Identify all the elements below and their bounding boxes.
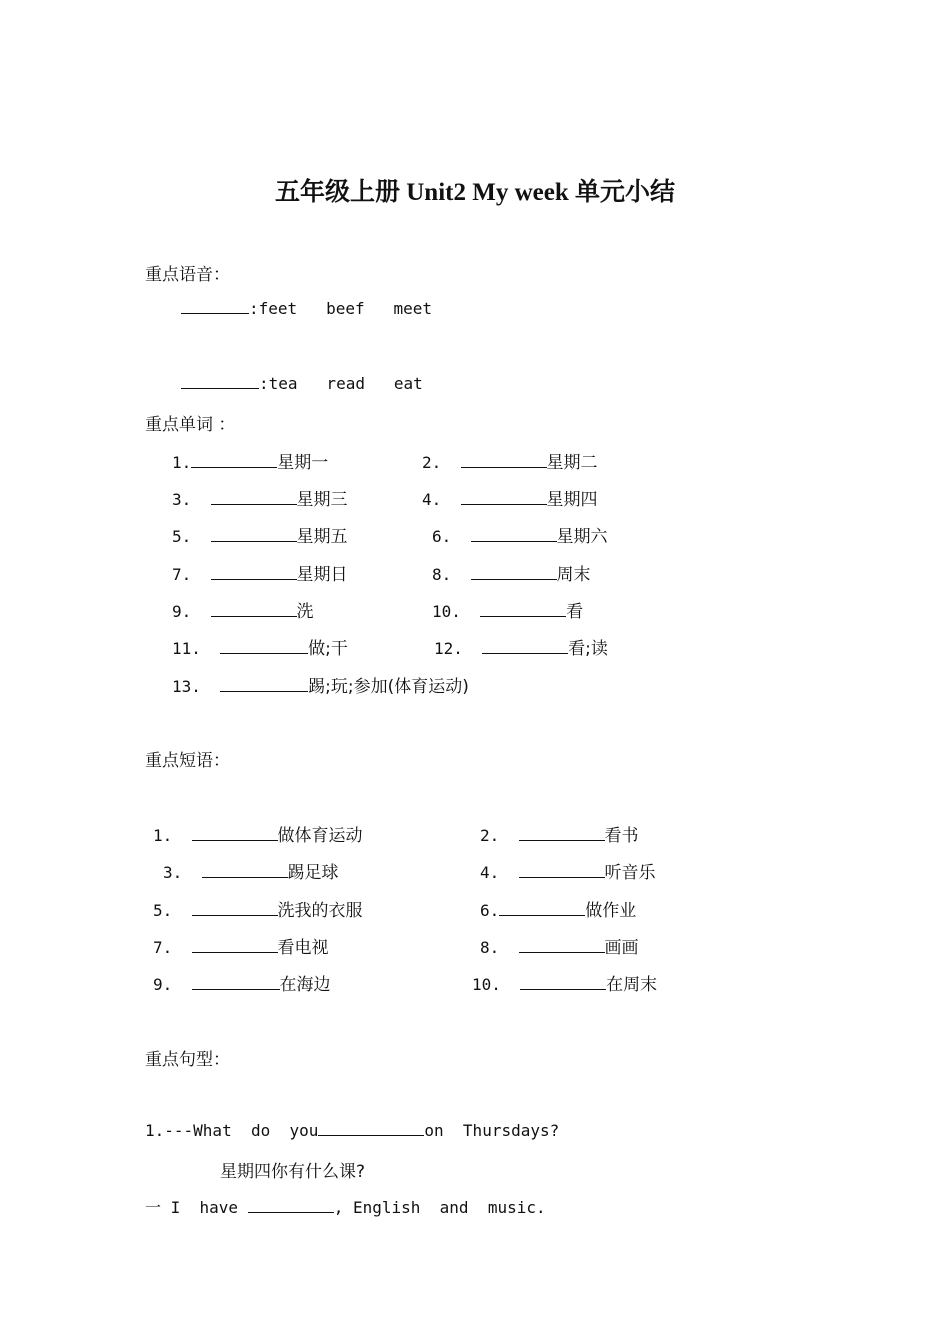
- section-heading-words: 重点单词 ：: [145, 415, 236, 435]
- blank[interactable]: [220, 639, 308, 654]
- phrase-item: 6. 做作业: [480, 901, 637, 921]
- blank[interactable]: [318, 1121, 424, 1136]
- blank[interactable]: [211, 527, 297, 542]
- word-item: 12. 看;读: [434, 639, 608, 659]
- phrase-item: 10. 在周末: [472, 975, 658, 995]
- blank[interactable]: [520, 975, 606, 990]
- phonics-words: :feet beef meet: [249, 299, 433, 318]
- phonics-line-2: [181, 374, 423, 393]
- sentence-question-1: 1.---What do you on Thursdays?: [145, 1121, 560, 1140]
- blank[interactable]: [461, 490, 547, 505]
- word-item: 11. 做;干: [172, 639, 348, 659]
- phrase-item: 9. 在海边: [153, 975, 331, 995]
- phrase-item: 2. 看书: [480, 826, 639, 846]
- word-item: 13. 踢;玩;参加(体育运动): [172, 677, 469, 697]
- blank[interactable]: [211, 565, 297, 580]
- blank[interactable]: [181, 299, 249, 314]
- page-title: 五年级上册 Unit2 My week 单元小结: [275, 179, 675, 206]
- blank[interactable]: [499, 901, 585, 916]
- word-item: 10. 看: [432, 602, 584, 622]
- phrase-item: 8. 画画: [480, 938, 639, 958]
- phrase-item: 3. 踢足球: [163, 863, 339, 883]
- blank[interactable]: [192, 901, 278, 916]
- blank[interactable]: [202, 863, 288, 878]
- sentence-answer-1: 一 I have , English and music.: [145, 1198, 546, 1217]
- blank[interactable]: [248, 1198, 334, 1213]
- word-item: 8. 周末: [432, 565, 591, 585]
- phrase-item: 4. 听音乐: [480, 863, 656, 883]
- blank[interactable]: [192, 938, 278, 953]
- blank[interactable]: [220, 677, 308, 692]
- blank[interactable]: [181, 374, 259, 389]
- section-heading-phonics: 重点语音：: [145, 265, 230, 285]
- word-item: 7. 星期日: [172, 565, 348, 585]
- blank[interactable]: [519, 863, 605, 878]
- word-item: 5. 星期五: [172, 527, 348, 547]
- blank[interactable]: [519, 938, 605, 953]
- phrase-item: 5. 洗我的衣服: [153, 901, 363, 921]
- blank[interactable]: [461, 453, 547, 468]
- word-item: 6. 星期六: [432, 527, 608, 547]
- phrase-item: 1. 做体育运动: [153, 826, 363, 846]
- sentence-translation-1: 星期四你有什么课?: [220, 1162, 366, 1182]
- word-item: 4. 星期四: [422, 490, 598, 510]
- section-heading-phrases: 重点短语：: [145, 751, 230, 771]
- blank[interactable]: [480, 602, 566, 617]
- word-item: 9. 洗: [172, 602, 314, 622]
- word-item: 1. 星期一: [172, 453, 329, 473]
- blank[interactable]: [471, 527, 557, 542]
- blank[interactable]: [211, 602, 297, 617]
- phonics-line-1: [181, 299, 432, 318]
- blank[interactable]: [211, 490, 297, 505]
- blank[interactable]: [191, 453, 277, 468]
- blank[interactable]: [192, 975, 280, 990]
- blank[interactable]: [519, 826, 605, 841]
- blank[interactable]: [482, 639, 568, 654]
- blank[interactable]: [471, 565, 557, 580]
- word-item: 2. 星期二: [422, 453, 598, 473]
- phrase-item: 7. 看电视: [153, 938, 329, 958]
- word-item: 3. 星期三: [172, 490, 348, 510]
- section-heading-sentences: 重点句型：: [145, 1050, 230, 1070]
- phonics-words: :tea read eat: [259, 374, 423, 393]
- blank[interactable]: [192, 826, 278, 841]
